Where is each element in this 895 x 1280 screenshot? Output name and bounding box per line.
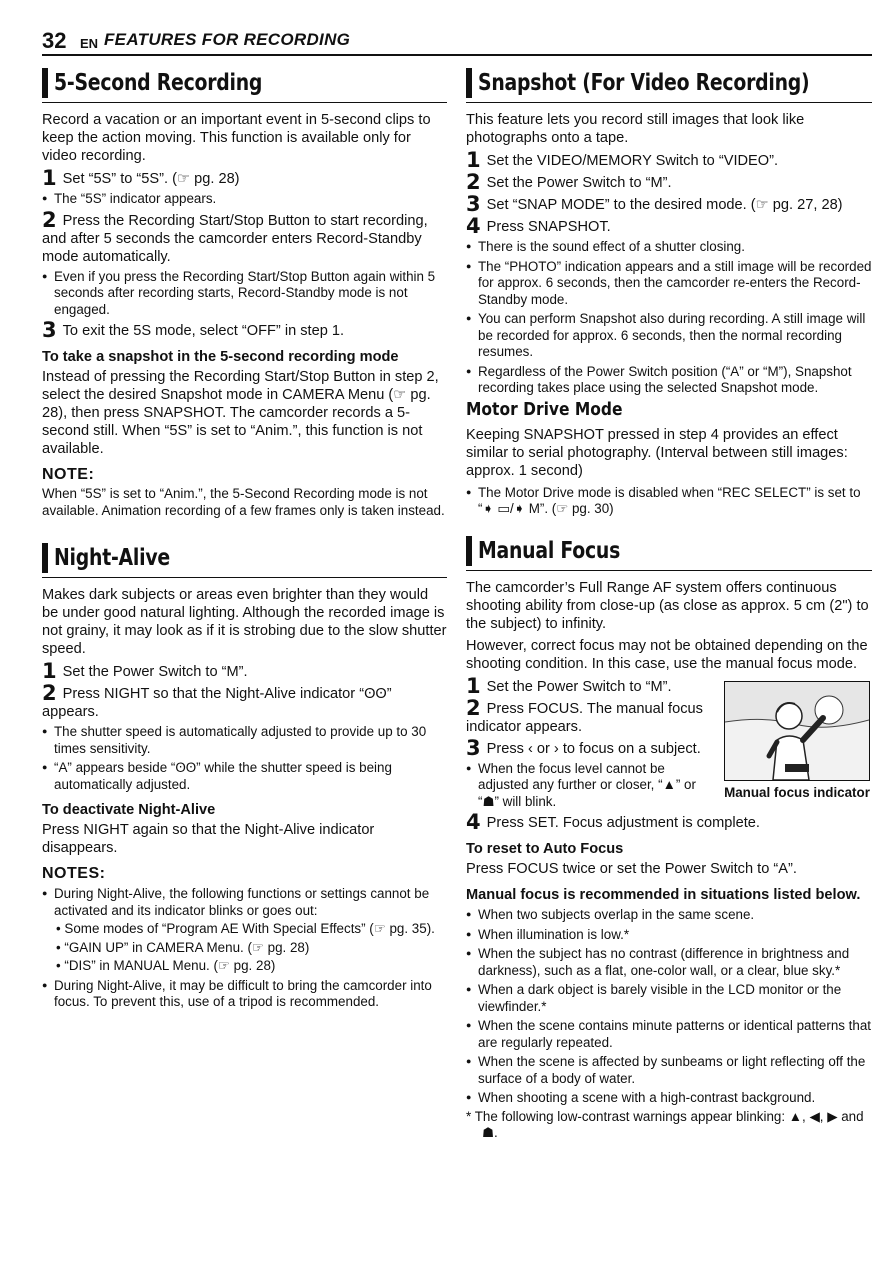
- reset-text: Press FOCUS twice or set the Power Switch to “A”.: [466, 861, 797, 877]
- illustration-caption: Manual focus indicator: [724, 784, 870, 800]
- intro-text: Record a vacation or an important event in 5-second clips to keep the action moving. This function is available only for video recording.: [42, 112, 431, 164]
- sub-bullet: • “GAIN UP” in CAMERA Menu. (☞ pg. 28): [56, 939, 310, 955]
- step-4: 4 Press SNAPSHOT.: [466, 214, 611, 238]
- motor-drive-text: Keeping SNAPSHOT pressed in step 4 provides an effect similar to serial photography. (Interval between still images: approx. 1 second): [466, 426, 848, 479]
- manual-focus-illustration: [724, 681, 870, 800]
- language-code: EN: [80, 36, 99, 51]
- left-column: [42, 62, 447, 1013]
- bullet: ● The Motor Drive mode is disabled when “REC SELECT” is set to “➧ ▭/➧ M”. (☞ pg. 30): [478, 484, 872, 518]
- list-item: ● When the scene is affected by sunbeams or light reflecting off the surface of a body of water.: [478, 1053, 872, 1087]
- manual-focus-steps-text: [466, 673, 718, 811]
- bullet: ● “A” appears beside “ʘʘ” while the shutter speed is being automatically adjusted.: [54, 759, 447, 793]
- section-heading-snapshot: Snapshot (For Video Recording): [466, 66, 872, 103]
- bullet: ● There is the sound effect of a shutter closing.: [478, 238, 872, 256]
- list-item: ● When shooting a scene with a high-contrast background.: [478, 1089, 872, 1107]
- sub-bullet: • Some modes of “Program AE With Special Effects” (☞ pg. 35).: [56, 921, 435, 936]
- step-1: 1 Set the VIDEO/MEMORY Switch to “VIDEO”.: [466, 148, 779, 172]
- step-3: 3 Set “SNAP MODE” to the desired mode. (☞ pg. 27, 28): [466, 192, 843, 216]
- subheading-snapshot-5s: To take a snapshot in the 5-second recording mode: [42, 349, 399, 365]
- sub-bullet: • “DIS” in MANUAL Menu. (☞ pg. 28): [56, 958, 276, 973]
- bullet: ● Regardless of the Power Switch position (“A” or “M”), Snapshot recording takes place using the selected Snapshot mode.: [478, 363, 872, 397]
- section-heading-manual-focus: Manual Focus: [466, 534, 872, 571]
- manual-focus-steps-block: [466, 673, 872, 811]
- camcorder-screen-image: [724, 681, 870, 781]
- list-item: ● When a dark object is barely visible in the LCD monitor or the viewfinder.*: [478, 981, 872, 1015]
- step-2: 2 Set the Power Switch to “M”.: [466, 170, 672, 194]
- intro-text: Makes dark subjects or areas even brighter than they would be under good natural lighting. Although the recorded image is not grainy, it may look as if it is strobing due to the slow shutter speed.: [42, 587, 447, 657]
- list-item: ● When the subject has no contrast (difference in brightness and darkness), such as a flat, one-color wall, or a clear, blue sky.*: [478, 945, 872, 979]
- bullet: ● The “PHOTO” indication appears and a still image will be recorded for approx. 6 seconds, then the camcorder re-enters the Record-Standby mode.: [478, 258, 872, 309]
- bullet: ● You can perform Snapshot also during recording. A still image will be recorded for approx. 6 seconds, then the normal recording resumes.: [478, 310, 872, 361]
- footnote: * The following low-contrast warnings appear blinking: ▲, ◀, ▶ and ☗.: [466, 1108, 864, 1140]
- subsection-heading-motor-drive: Motor Drive Mode: [466, 398, 623, 420]
- chapter-title: FEATURES FOR RECORDING: [104, 30, 351, 49]
- page-number: 32: [42, 28, 67, 53]
- right-column: [466, 62, 872, 1144]
- bullet: ● The shutter speed is automatically adjusted to provide up to 30 times sensitivity.: [54, 723, 447, 757]
- subheading-deactivate: To deactivate Night-Alive: [42, 802, 216, 818]
- list-item: ● When two subjects overlap in the same scene.: [478, 906, 872, 924]
- list-item: ● When the scene contains minute patterns or identical patterns that are regularly repeated.: [478, 1017, 872, 1051]
- bullet: ● During Night-Alive, it may be difficult to bring the camcorder into focus. To prevent this, use of a tripod is recommended.: [54, 977, 447, 1011]
- bullet: ● During Night-Alive, the following functions or settings cannot be activated and its indicator blinks or goes out:: [54, 885, 447, 919]
- subheading-reset-auto-focus: To reset to Auto Focus: [466, 841, 624, 857]
- intro-text: This feature lets you record still images that look like photographs onto a tape.: [466, 112, 805, 146]
- notes-heading: NOTES:: [42, 865, 106, 882]
- step-3: 3 Press ‹ or › to focus on a subject.: [466, 735, 701, 760]
- note-text: When “5S” is set to “Anim.”, the 5-Second Recording mode is not available. Animation recording of a few frames only is taken instead.: [42, 486, 445, 518]
- note-heading: NOTE:: [42, 466, 95, 483]
- step-2: 2 Press FOCUS. The manual focus indicator appears.: [466, 695, 703, 735]
- bullet: ● Even if you press the Recording Start/Stop Button again within 5 seconds after recording starts, Record-Standby mode is not engaged.: [54, 268, 447, 319]
- page-header: [42, 28, 872, 56]
- list-item: ● When illumination is low.*: [478, 926, 872, 944]
- bullet: ● When the focus level cannot be adjusted any further or closer, “▲” or “☗” will blink.: [478, 760, 718, 811]
- snapshot-5s-text: Instead of pressing the Recording Start/Stop Button in step 2, select the desired Snapshot mode in CAMERA Menu (☞ pg. 28), then press SNAPSHOT. The camcorder records a 5-second still. When “5S” is set to “Anim.”, this function is not available.: [42, 369, 439, 457]
- step-3: 3 To exit the 5S mode, select “OFF” in step 1.: [42, 318, 345, 342]
- step-1: 1 Set the Power Switch to “M”.: [466, 673, 672, 698]
- bullet: ● The “5S” indicator appears.: [54, 190, 447, 208]
- section-heading-night-alive: Night-Alive: [42, 541, 447, 578]
- intro-text: The camcorder’s Full Range AF system offers continuous shooting ability from close-up (as close as approx. 5 cm (2") to the subject) to infinity.: [466, 579, 869, 632]
- section-heading-5-second: 5-Second Recording: [42, 66, 447, 103]
- step-1: 1 Set the Power Switch to “M”.: [42, 659, 248, 683]
- step-4: 4 Press SET. Focus adjustment is complete.: [466, 810, 760, 834]
- subheading-recommended: Manual focus is recommended in situations listed below.: [466, 887, 861, 903]
- step-2: 2 Press the Recording Start/Stop Button to start recording, and after 5 seconds the camcorder enters Record-Standby mode automatically.: [42, 207, 428, 265]
- intro-text-2: However, correct focus may not be obtained depending on the shooting condition. In this case, use the manual focus mode.: [466, 637, 868, 672]
- deactivate-text: Press NIGHT again so that the Night-Alive indicator disappears.: [42, 822, 375, 856]
- person-figure-icon: [725, 682, 869, 780]
- step-2: 2 Press NIGHT so that the Night-Alive indicator “ʘʘ” appears.: [42, 681, 392, 720]
- step-1: 1 Set “5S” to “5S”. (☞ pg. 28): [42, 166, 240, 190]
